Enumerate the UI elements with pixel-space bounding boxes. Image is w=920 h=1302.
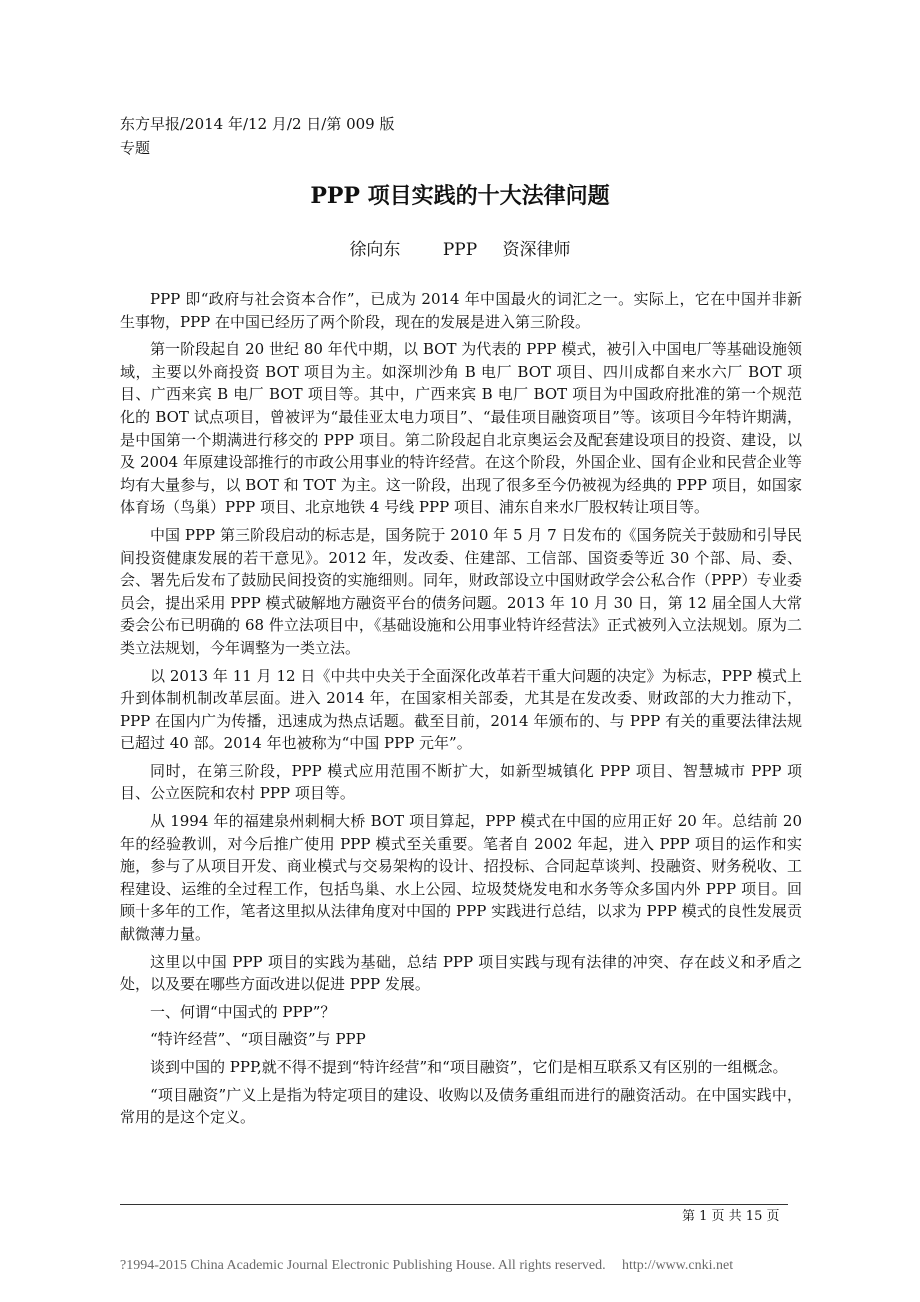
article-body	[120, 288, 802, 1134]
paragraph: 从 1994 年的福建泉州刺桐大桥 BOT 项目算起，PPP 模式在中国的应用正好 20 年。总结前 20 年的经验教训，对今后推广使用 PPP 模式至关重要。笔者自 2002 年起，进入 PPP 项目的运作和实施，参与了从项目开发、商业模式与交易架构的设计、招投标、合同起草谈判、投融资、财务税收、工程建设、运维的全过程工作，包括鸟巢、水上公园、垃圾焚烧发电和水务等众多国内外 PPP 项目。回顾十多年的工作，笔者这里拟从法律角度对中国的 PPP 实践进行总结，以求为 PPP 模式的良性发展贡献微薄力量。	[120, 812, 802, 944]
subsection-heading: “特许经营”、“项目融资”与 PPP	[150, 1030, 366, 1049]
paragraph: 同时，在第三阶段，PPP 模式应用范围不断扩大，如新型城镇化 PPP 项目、智慧城市 PPP 项目、公立医院和农村 PPP 项目等。	[120, 761, 802, 803]
paragraph: 这里以中国 PPP 项目的实践为基础，总结 PPP 项目实践与现有法律的冲突、存在歧义和矛盾之处，以及要在哪些方面改进以促进 PPP 发展。	[120, 952, 802, 994]
article-author: 徐向东 PPP 资深律师	[349, 240, 571, 260]
section-heading: 一、何谓“中国式的 PPP”？	[150, 1002, 336, 1021]
footer-divider	[120, 1204, 788, 1205]
page-number: 第 1 页 共 15 页	[682, 1209, 780, 1224]
paragraph: 以 2013 年 11 月 12 日《中共中央关于全面深化改革若干重大问题的决定》为标志，PPP 模式上升到体制机制改革层面。进入 2014 年，在国家相关部委，尤其是在发改委、财政部的大力推动下，PPP 在国内广为传播，迅速成为热点话题。截至目前，2014 年颁布的、与 PPP 有关的重要法律法规已超过 40 部。2014 年也被称为“中国 PPP 元年”。	[120, 666, 802, 753]
article-title: PPP 项目实践的十大法律问题	[310, 183, 610, 209]
paragraph: 第一阶段起自 20 世纪 80 年代中期，以 BOT 为代表的 PPP 模式，被引入中国电厂等基础设施领域，主要以外商投资 BOT 项目为主。如深圳沙角 B 电厂 BOT 项目、四川成都自来水六厂 BOT 项目、广西来宾 B 电厂 BOT 项目等。其中，广西来宾 B 电厂 BOT 项目为中国政府批准的第一个规范化的 BOT 试点项目，曾被评为“最佳亚太电力项目”、“最佳项目融资项目”等。该项目今年特许期满，是中国第一个期满进行移交的 PPP 项目。第二阶段起自北京奥运会及配套建设项目的投资、建设，以及 2004 年原建设部推行的市政公用事业的特许经营。在这个阶段，外国企业、国有企业和民营企业等均有大量参与，以 BOT 和 TOT 为主。这一阶段，出现了很多至今仍被视为经典的 PPP 项目，如国家体育场（鸟巢）PPP 项目、北京地铁 4 号线 PPP 项目、浦东自来水厂股权转让项目等。	[120, 340, 802, 517]
copyright-text: ?1994-2015 China Academic Journal Electronic Publishing House. All rights reserved.	[120, 1258, 606, 1273]
site-url: http://www.cnki.net	[622, 1258, 734, 1273]
paragraph: “项目融资”广义上是指为特定项目的建设、收购以及债务重组而进行的融资活动。在中国实践中，常用的是这个定义。	[120, 1085, 802, 1127]
section-label: 专题	[120, 139, 151, 157]
source-line: 东方早报/2014 年/12 月/2 日/第 009 版	[120, 115, 395, 133]
paragraph: 谈到中国的 PPP,就不得不提到“特许经营”和“项目融资”，它们是相互联系又有区别的一组概念。	[150, 1058, 788, 1076]
paragraph: 中国 PPP 第三阶段启动的标志是，国务院于 2010 年 5 月 7 日发布的《国务院关于鼓励和引导民间投资健康发展的若干意见》。2012 年，发改委、住建部、工信部、国资委等近 30 个部、局、委、会、署先后发布了鼓励民间投资的实施细则。同年，财政部设立中国财政学会公私合作（PPP）专业委员会，提出采用 PPP 模式破解地方融资平台的债务问题。2013 年 10 月 30 日，第 12 届全国人大常委会公布已明确的 68 件立法项目中，《基础设施和公用事业特许经营法》正式被列入立法规划。原为二类立法规划，今年调整为一类立法。	[120, 525, 802, 657]
paragraph: PPP 即“政府与社会资本合作”，已成为 2014 年中国最火的词汇之一。实际上，它在中国并非新生事物，PPP 在中国已经历了两个阶段，现在的发展是进入第三阶段。	[120, 290, 802, 331]
